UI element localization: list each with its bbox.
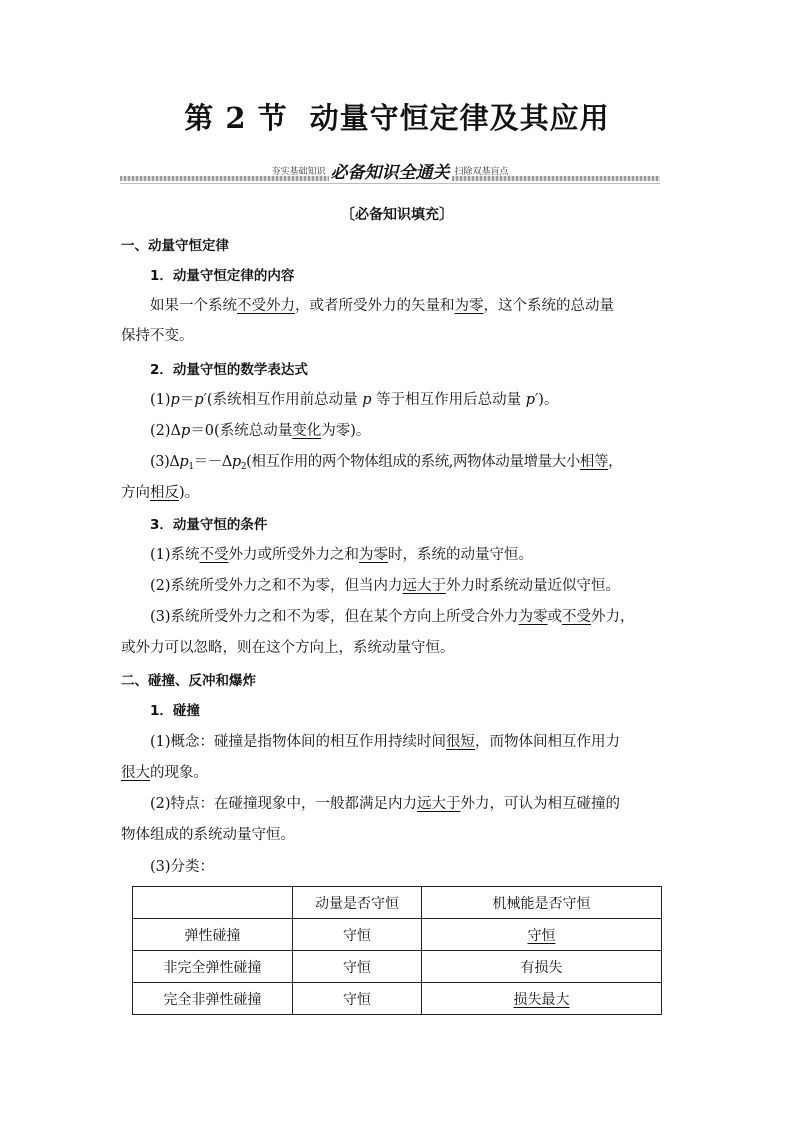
paragraph-line: 保持不变。 (121, 328, 194, 344)
subsection-title: 必备知识填充 (355, 207, 439, 223)
formula-item-3: $(3)\Delta p_1=-\Delta p_2$(相互作用的两个物体组成的系统,两物体动量增量大小相等， (150, 454, 623, 472)
banner-left-text: 夯实基础知识 (271, 167, 326, 177)
fill-answer: 为零 (518, 609, 548, 625)
table-header-cell: 动量是否守恒 (293, 887, 422, 919)
table-row (133, 919, 662, 951)
heading-2-1: 1．碰撞 (150, 703, 200, 719)
page-title (0, 96, 794, 137)
fill-answer: 很短 (446, 734, 476, 750)
fill-answer: 守恒 (527, 927, 556, 944)
condition-item-1: (1)系统不受外力或所受外力之和为零时，系统的动量守恒。 (150, 547, 534, 563)
table-header-cell (133, 887, 293, 919)
formula-item-1: (1)p＝p′(系统相互作用前总动量 p 等于相互作用后总动量 p′)。 (150, 392, 559, 408)
paragraph-line: 很大的现象。 (121, 765, 208, 781)
section-number: 第 2 节 (184, 101, 288, 135)
banner-right-text: 扫除双基盲点 (454, 167, 509, 177)
heading-part2: 二、碰撞、反冲和爆炸 (121, 673, 256, 689)
section-name: 动量守恒定律及其应用 (309, 101, 610, 135)
paragraph-line: 方向相反)。 (121, 485, 200, 501)
table-cell: 完全非弹性碰撞 (133, 983, 293, 1015)
heading-1-3: 3．动量守恒的条件 (150, 517, 268, 533)
fill-answer: 损失最大 (513, 991, 570, 1008)
paragraph-line: 或外力可以忽略，则在这个方向上，系统动量守恒。 (121, 640, 455, 656)
banner-center-text: 必备知识全通关 (330, 163, 450, 183)
table-cell: 非完全弹性碰撞 (133, 951, 293, 983)
table-cell (422, 983, 662, 1015)
condition-item-3: (3)系统所受外力之和不为零，但在某个方向上所受合外力为零或不受外力， (150, 609, 635, 625)
paragraph-line: 如果一个系统不受外力，或者所受外力的矢量和为零，这个系统的总动量 (150, 298, 614, 314)
fill-answer: 不受外力 (237, 298, 295, 314)
subsection-header (0, 203, 794, 224)
table-cell: 有损失 (422, 951, 662, 983)
table-row (133, 951, 662, 983)
heading-1-1: 1．动量守恒定律的内容 (150, 268, 295, 284)
heading-part1: 一、动量守恒定律 (121, 238, 229, 254)
bracket-close: 〕 (439, 205, 455, 223)
collision-classification-table (132, 886, 662, 1015)
paragraph-line: (2)特点：在碰撞现象中，一般都满足内力远大于外力，可认为相互碰撞的 (150, 796, 621, 812)
table-cell: 弹性碰撞 (133, 919, 293, 951)
formula-item-2: (2)Δp＝0(系统总动量变化为零)。 (150, 423, 371, 439)
banner-divider (120, 183, 660, 184)
fill-answer: 相反 (150, 485, 179, 501)
table-cell (422, 919, 662, 951)
fill-answer: 相等 (579, 454, 609, 470)
heading-1-2: 2．动量守恒的数学表达式 (150, 362, 308, 378)
paragraph-line: (1)概念：碰撞是指物体间的相互作用持续时间很短，而物体间相互作用力 (150, 734, 621, 750)
paragraph-line: 物体组成的系统动量守恒。 (121, 827, 295, 843)
fill-answer: 远大于 (402, 578, 447, 594)
table-cell: 守恒 (293, 919, 422, 951)
fill-answer: 为零 (454, 298, 484, 314)
fill-answer: 很大 (121, 765, 150, 781)
fill-answer: 变化 (292, 423, 322, 439)
bracket-open: 〔 (339, 205, 355, 223)
table-cell: 守恒 (293, 983, 422, 1015)
table-cell: 守恒 (293, 951, 422, 983)
fill-answer: 不受 (199, 547, 229, 563)
condition-item-2: (2)系统所受外力之和不为零，但当内力远大于外力时系统动量近似守恒。 (150, 578, 621, 594)
fill-answer: 不受 (562, 609, 592, 625)
table-header-cell: 机械能是否守恒 (422, 887, 662, 919)
table-row (133, 983, 662, 1015)
fill-answer: 为零 (359, 547, 389, 563)
fill-answer: 远大于 (417, 796, 461, 812)
table-header-row (133, 887, 662, 919)
section-banner (120, 158, 660, 188)
paragraph-line: (3)分类： (150, 859, 215, 875)
